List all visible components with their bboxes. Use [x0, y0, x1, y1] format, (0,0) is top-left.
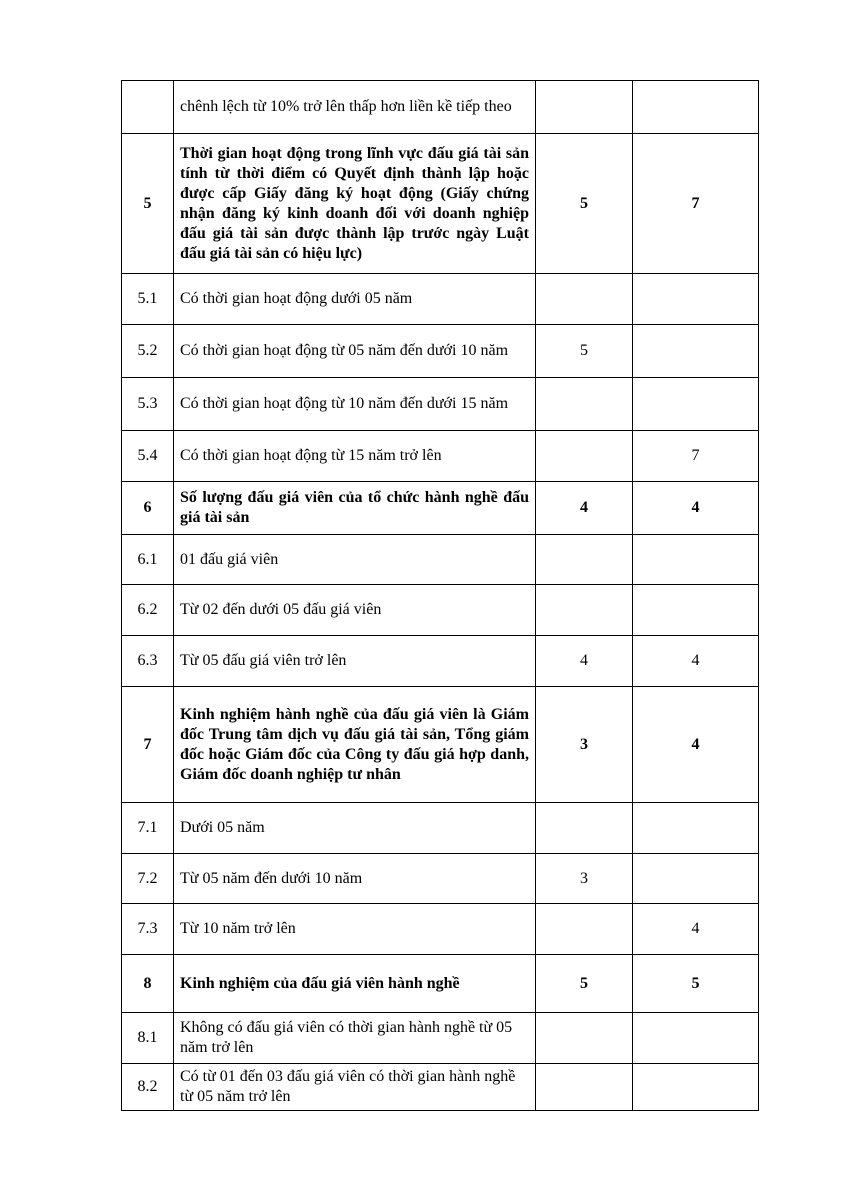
row-number: 5.3 — [122, 378, 174, 431]
row-score-2 — [633, 1013, 759, 1064]
table-row — [122, 431, 759, 482]
row-score-2: 7 — [633, 134, 759, 274]
row-number: 5 — [122, 134, 174, 274]
row-score-2 — [633, 803, 759, 854]
row-score-1 — [536, 904, 633, 955]
row-score-2 — [633, 274, 759, 325]
row-criterion: Có từ 01 đến 03 đấu giá viên có thời gian hành nghề từ 05 năm trở lên — [174, 1064, 536, 1111]
row-score-1 — [536, 378, 633, 431]
row-score-2 — [633, 854, 759, 904]
row-score-2 — [633, 81, 759, 134]
row-number: 8 — [122, 955, 174, 1013]
row-criterion: Có thời gian hoạt động dưới 05 năm — [174, 274, 536, 325]
row-criterion: chênh lệch từ 10% trở lên thấp hơn liền kề tiếp theo — [174, 81, 536, 134]
table-row — [122, 585, 759, 636]
table-row — [122, 1064, 759, 1111]
table-row — [122, 535, 759, 585]
table-row — [122, 955, 759, 1013]
row-score-2: 4 — [633, 636, 759, 687]
row-score-1 — [536, 431, 633, 482]
row-number: 6.2 — [122, 585, 174, 636]
row-criterion: Dưới 05 năm — [174, 803, 536, 854]
row-score-2: 4 — [633, 904, 759, 955]
row-score-1 — [536, 803, 633, 854]
table-row — [122, 134, 759, 274]
row-score-2 — [633, 535, 759, 585]
row-score-2 — [633, 585, 759, 636]
row-number: 5.2 — [122, 325, 174, 378]
row-score-2 — [633, 378, 759, 431]
row-criterion: Kinh nghiệm của đấu giá viên hành nghề — [174, 955, 536, 1013]
row-score-2 — [633, 1064, 759, 1111]
table-row — [122, 274, 759, 325]
row-number: 5.1 — [122, 274, 174, 325]
table-row — [122, 854, 759, 904]
row-criterion: Có thời gian hoạt động từ 15 năm trở lên — [174, 431, 536, 482]
row-score-1: 3 — [536, 854, 633, 904]
table-row — [122, 378, 759, 431]
row-criterion: Thời gian hoạt động trong lĩnh vực đấu giá tài sản tính từ thời điểm có Quyết định thành lập hoặc được cấp Giấy đăng ký hoạt động (Giấy chứng nhận đăng ký kinh doanh đối với doanh nghiệp đấu giá tài sản được thành lập trước ngày Luật đấu giá tài sản có hiệu lực) — [174, 134, 536, 274]
row-criterion: Kinh nghiệm hành nghề của đấu giá viên là Giám đốc Trung tâm dịch vụ đấu giá tài sản, Tổng giám đốc hoặc Giám đốc của Công ty đấu giá hợp danh, Giám đốc doanh nghiệp tư nhân — [174, 687, 536, 803]
row-number: 5.4 — [122, 431, 174, 482]
row-score-2: 7 — [633, 431, 759, 482]
table-row — [122, 1013, 759, 1064]
row-score-1: 4 — [536, 482, 633, 535]
table-row — [122, 482, 759, 535]
row-score-1 — [536, 1013, 633, 1064]
row-score-1: 5 — [536, 325, 633, 378]
row-criterion: 01 đấu giá viên — [174, 535, 536, 585]
row-score-2: 4 — [633, 482, 759, 535]
row-criterion: Có thời gian hoạt động từ 05 năm đến dưới 10 năm — [174, 325, 536, 378]
row-number: 8.2 — [122, 1064, 174, 1111]
row-score-1: 4 — [536, 636, 633, 687]
row-score-1: 3 — [536, 687, 633, 803]
row-number: 6.3 — [122, 636, 174, 687]
row-number: 6 — [122, 482, 174, 535]
row-criterion: Từ 05 đấu giá viên trở lên — [174, 636, 536, 687]
table-row — [122, 636, 759, 687]
table-row — [122, 904, 759, 955]
row-number: 7.3 — [122, 904, 174, 955]
row-score-1 — [536, 1064, 633, 1111]
table-row — [122, 81, 759, 134]
row-criterion: Từ 10 năm trở lên — [174, 904, 536, 955]
row-criterion: Số lượng đấu giá viên của tổ chức hành nghề đấu giá tài sản — [174, 482, 536, 535]
table-row — [122, 325, 759, 378]
row-score-1 — [536, 274, 633, 325]
row-score-2: 5 — [633, 955, 759, 1013]
row-criterion: Không có đấu giá viên có thời gian hành nghề từ 05 năm trở lên — [174, 1013, 536, 1064]
scoring-table — [121, 80, 759, 1111]
table-row — [122, 687, 759, 803]
row-number: 8.1 — [122, 1013, 174, 1064]
table-row — [122, 803, 759, 854]
row-score-2: 4 — [633, 687, 759, 803]
row-score-1 — [536, 585, 633, 636]
row-criterion: Từ 02 đến dưới 05 đấu giá viên — [174, 585, 536, 636]
row-score-1 — [536, 535, 633, 585]
row-criterion: Từ 05 năm đến dưới 10 năm — [174, 854, 536, 904]
row-number: 7.1 — [122, 803, 174, 854]
row-number — [122, 81, 174, 134]
row-number: 7 — [122, 687, 174, 803]
row-criterion: Có thời gian hoạt động từ 10 năm đến dưới 15 năm — [174, 378, 536, 431]
row-score-1: 5 — [536, 134, 633, 274]
row-number: 7.2 — [122, 854, 174, 904]
row-score-1: 5 — [536, 955, 633, 1013]
row-score-2 — [633, 325, 759, 378]
row-number: 6.1 — [122, 535, 174, 585]
row-score-1 — [536, 81, 633, 134]
